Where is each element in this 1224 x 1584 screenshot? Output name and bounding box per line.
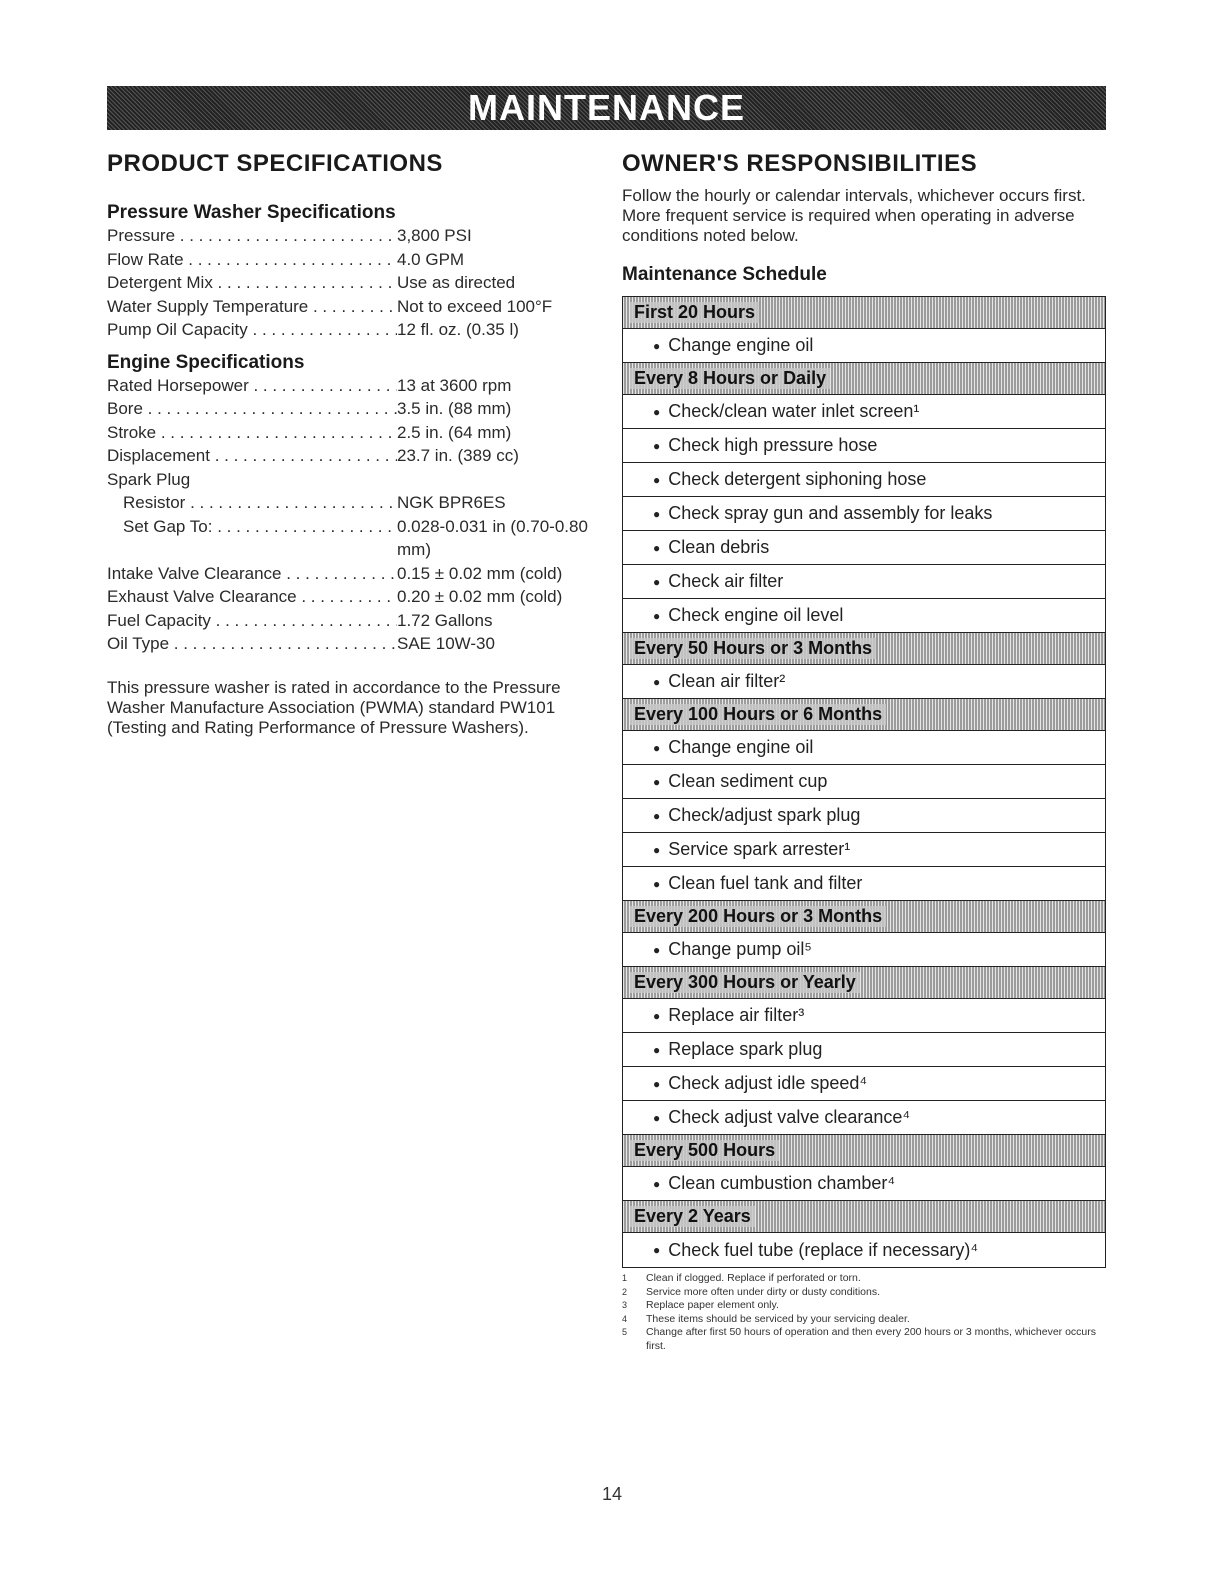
spec-label: Fuel Capacity . . . — [107, 609, 397, 633]
schedule-task — [623, 665, 1105, 699]
spec-row — [107, 224, 597, 248]
owners-responsibilities-heading: OWNER'S RESPONSIBILITIES — [622, 150, 978, 177]
schedule-task-label: Replace spark plug — [668, 1039, 823, 1059]
schedule-interval-label: Every 50 Hours or 3 Months — [630, 638, 876, 659]
schedule-interval-header — [623, 297, 1105, 329]
bullet-icon: ● — [653, 876, 661, 891]
product-specifications-column — [107, 150, 597, 738]
spec-label: Bore . . . — [107, 397, 397, 421]
schedule-task-label: Check adjust idle speed⁴ — [668, 1073, 868, 1093]
schedule-interval-header — [623, 633, 1105, 665]
bullet-icon: ● — [653, 338, 661, 353]
schedule-task-label: Check detergent siphoning hose — [668, 469, 927, 489]
schedule-task — [623, 1167, 1105, 1201]
footnote — [622, 1326, 1106, 1353]
bullet-icon: ● — [653, 1176, 661, 1191]
engine-specs-heading: Engine Specifications — [107, 351, 305, 373]
footnote-text: These items should be serviced by your servicing dealer. — [646, 1312, 910, 1325]
schedule-task-label: Clean sediment cup — [668, 771, 828, 791]
schedule-task-label: Check fuel tube (replace if necessary)⁴ — [668, 1239, 979, 1260]
schedule-task — [623, 1233, 1105, 1267]
spec-label: Stroke . . . — [107, 421, 397, 445]
schedule-task — [623, 565, 1105, 599]
schedule-interval-label: Every 100 Hours or 6 Months — [630, 704, 886, 725]
spec-label: Pressure . . . — [107, 224, 397, 248]
spec-value: 0.20 ± 0.02 mm (cold) — [397, 587, 563, 606]
schedule-task-label: Clean fuel tank and filter — [668, 873, 863, 893]
schedule-task — [623, 599, 1105, 633]
spec-label: Intake Valve Clearance . . . — [107, 562, 397, 586]
schedule-task-label: Service spark arrester¹ — [668, 839, 851, 859]
pressure-washer-spec-list — [107, 224, 597, 342]
spec-label: Exhaust Valve Clearance . . . — [107, 585, 397, 609]
spec-row — [107, 397, 597, 421]
schedule-interval-label: First 20 Hours — [630, 302, 759, 323]
schedule-task — [623, 1033, 1105, 1067]
schedule-task-label: Clean air filter² — [668, 671, 786, 691]
rating-note: This pressure washer is rated in accordance to the Pressure Washer Manufacture Association (PWMA) standard PW101 (Testing and Rating Performance of Pressure Washers). — [107, 677, 561, 737]
footnote — [622, 1313, 1106, 1327]
spec-label: Spark Plug — [107, 469, 191, 489]
schedule-interval-label: Every 300 Hours or Yearly — [630, 972, 860, 993]
schedule-task-label: Change engine oil — [668, 737, 814, 757]
spec-label: Pump Oil Capacity . . . — [107, 318, 397, 342]
page-number: 14 — [601, 1484, 623, 1504]
bullet-icon: ● — [653, 472, 661, 487]
schedule-task — [623, 999, 1105, 1033]
bullet-icon: ● — [653, 942, 661, 957]
spec-value: NGK BPR6ES — [397, 493, 506, 512]
bullet-icon: ● — [653, 1243, 661, 1257]
footnote-text: Service more often under dirty or dusty conditions. — [646, 1285, 881, 1298]
spec-value: SAE 10W-30 — [397, 634, 495, 653]
schedule-interval-header — [623, 699, 1105, 731]
spec-row — [107, 421, 597, 445]
spec-value: 2.5 in. (64 mm) — [397, 422, 512, 442]
spec-value: 12 fl. oz. (0.35 l) — [397, 320, 519, 339]
schedule-task-label: Change pump oil⁵ — [668, 939, 812, 959]
bullet-icon: ● — [653, 842, 661, 857]
bullet-icon: ● — [653, 808, 661, 823]
spec-value: 1.72 Gallons — [397, 610, 493, 630]
spec-row — [107, 491, 597, 515]
schedule-task — [623, 1101, 1105, 1135]
schedule-task — [623, 833, 1105, 867]
bullet-icon: ● — [653, 404, 661, 419]
footnote-number: 3 — [622, 1300, 628, 1310]
schedule-interval-header — [623, 363, 1105, 395]
spec-label: Oil Type . . . — [107, 632, 397, 656]
bullet-icon: ● — [653, 506, 661, 521]
schedule-task-label: Check air filter — [668, 571, 784, 591]
pressure-washer-specs-heading: Pressure Washer Specifications — [107, 202, 396, 223]
footnote-text: Clean if clogged. Replace if perforated or torn. — [646, 1272, 861, 1284]
schedule-task-label: Check/clean water inlet screen¹ — [668, 401, 920, 421]
footnote — [622, 1299, 1106, 1313]
spec-row — [107, 468, 597, 492]
spec-row — [107, 271, 597, 295]
schedule-interval-header — [623, 901, 1105, 933]
schedule-task — [623, 867, 1105, 901]
schedule-interval-label: Every 200 Hours or 3 Months — [630, 906, 886, 927]
spec-label: Displacement . . . — [107, 444, 397, 468]
schedule-task — [623, 531, 1105, 565]
spec-value: 3.5 in. (88 mm) — [397, 399, 512, 418]
schedule-task-label: Clean cumbustion chamber⁴ — [668, 1173, 896, 1193]
spec-value: 4.0 GPM — [397, 249, 465, 269]
spec-row — [107, 585, 597, 609]
spec-row — [107, 515, 597, 562]
spec-row — [107, 318, 597, 342]
bullet-icon: ● — [653, 438, 661, 453]
spec-row — [107, 295, 597, 319]
schedule-footnotes — [622, 1272, 1106, 1353]
spec-value: Not to exceed 100°F — [397, 296, 553, 316]
bullet-icon: ● — [653, 1110, 661, 1125]
spec-row — [107, 562, 597, 586]
engine-spec-list — [107, 374, 597, 656]
spec-row — [107, 632, 597, 656]
product-specifications-heading: PRODUCT SPECIFICATIONS — [107, 150, 443, 177]
schedule-interval-header — [623, 967, 1105, 999]
schedule-task-label: Check high pressure hose — [668, 435, 878, 455]
spec-label: Rated Horsepower . . . — [107, 374, 397, 398]
schedule-task — [623, 933, 1105, 967]
footnote-number: 4 — [622, 1313, 628, 1324]
spec-label: Set Gap To: . . . — [107, 515, 397, 562]
footnote — [622, 1286, 1106, 1300]
bullet-icon: ● — [653, 740, 661, 755]
schedule-interval-header — [623, 1135, 1105, 1167]
maintenance-banner — [107, 86, 1106, 130]
spec-value: 0.028-0.031 in (0.70-0.80 mm) — [397, 516, 588, 559]
schedule-task — [623, 497, 1105, 531]
bullet-icon: ● — [653, 1076, 661, 1091]
schedule-task — [623, 395, 1105, 429]
bullet-icon: ● — [653, 774, 661, 789]
spec-value: 3,800 PSI — [397, 226, 472, 245]
schedule-task — [623, 765, 1105, 799]
maintenance-schedule-table — [622, 296, 1106, 1268]
bullet-icon: ● — [653, 574, 661, 589]
spec-row — [107, 248, 597, 272]
spec-value — [397, 468, 597, 492]
maintenance-schedule-heading: Maintenance Schedule — [622, 264, 827, 285]
bullet-icon: ● — [653, 1008, 661, 1023]
schedule-interval-label: Every 500 Hours — [630, 1140, 779, 1161]
banner-title: MAINTENANCE — [468, 87, 745, 128]
schedule-task-label: Clean debris — [668, 537, 770, 557]
owners-responsibilities-column — [622, 150, 1106, 1353]
footnote-text: Change after first 50 hours of operation and then every 200 hours or 3 months, whichever occurs first. — [646, 1326, 1097, 1352]
schedule-interval-header — [623, 1201, 1105, 1233]
schedule-task-label: Check/adjust spark plug — [668, 805, 861, 825]
footnote-number: 2 — [622, 1286, 628, 1297]
bullet-icon: ● — [653, 1042, 661, 1057]
schedule-task-label: Check adjust valve clearance⁴ — [668, 1107, 911, 1127]
footnote-number: 1 — [622, 1273, 628, 1283]
spec-value: 0.15 ± 0.02 mm (cold) — [397, 563, 563, 583]
schedule-task-label: Check engine oil level — [668, 605, 844, 625]
spec-row — [107, 609, 597, 633]
spec-label: Water Supply Temperature . . . — [107, 295, 397, 319]
schedule-task — [623, 329, 1105, 363]
schedule-interval-label: Every 2 Years — [630, 1206, 755, 1227]
footnote-number: 5 — [622, 1327, 628, 1337]
footnote-text: Replace paper element only. — [646, 1299, 779, 1311]
spec-value: 13 at 3600 rpm — [397, 375, 512, 395]
schedule-task — [623, 1067, 1105, 1101]
owners-intro: Follow the hourly or calendar intervals, whichever occurs first. More frequent service is required when operating in adverse conditions noted below. — [622, 186, 1086, 245]
schedule-task — [623, 429, 1105, 463]
schedule-interval-label: Every 8 Hours or Daily — [630, 368, 830, 389]
bullet-icon: ● — [653, 608, 661, 623]
spec-label: Resistor . . . — [107, 491, 397, 515]
spec-row — [107, 374, 597, 398]
spec-label: Flow Rate . . . — [107, 248, 397, 272]
spec-row — [107, 444, 597, 468]
footnote — [622, 1272, 1106, 1286]
bullet-icon: ● — [653, 540, 661, 555]
schedule-task-label: Check spray gun and assembly for leaks — [668, 503, 993, 523]
spec-value: Use as directed — [397, 273, 516, 292]
schedule-task — [623, 463, 1105, 497]
bullet-icon: ● — [653, 674, 661, 689]
spec-label: Detergent Mix . . . — [107, 271, 397, 295]
spec-value: 23.7 in. (389 cc) — [397, 446, 519, 465]
schedule-task — [623, 731, 1105, 765]
schedule-task-label: Change engine oil — [668, 335, 814, 355]
schedule-task-label: Replace air filter³ — [668, 1005, 805, 1025]
schedule-task — [623, 799, 1105, 833]
